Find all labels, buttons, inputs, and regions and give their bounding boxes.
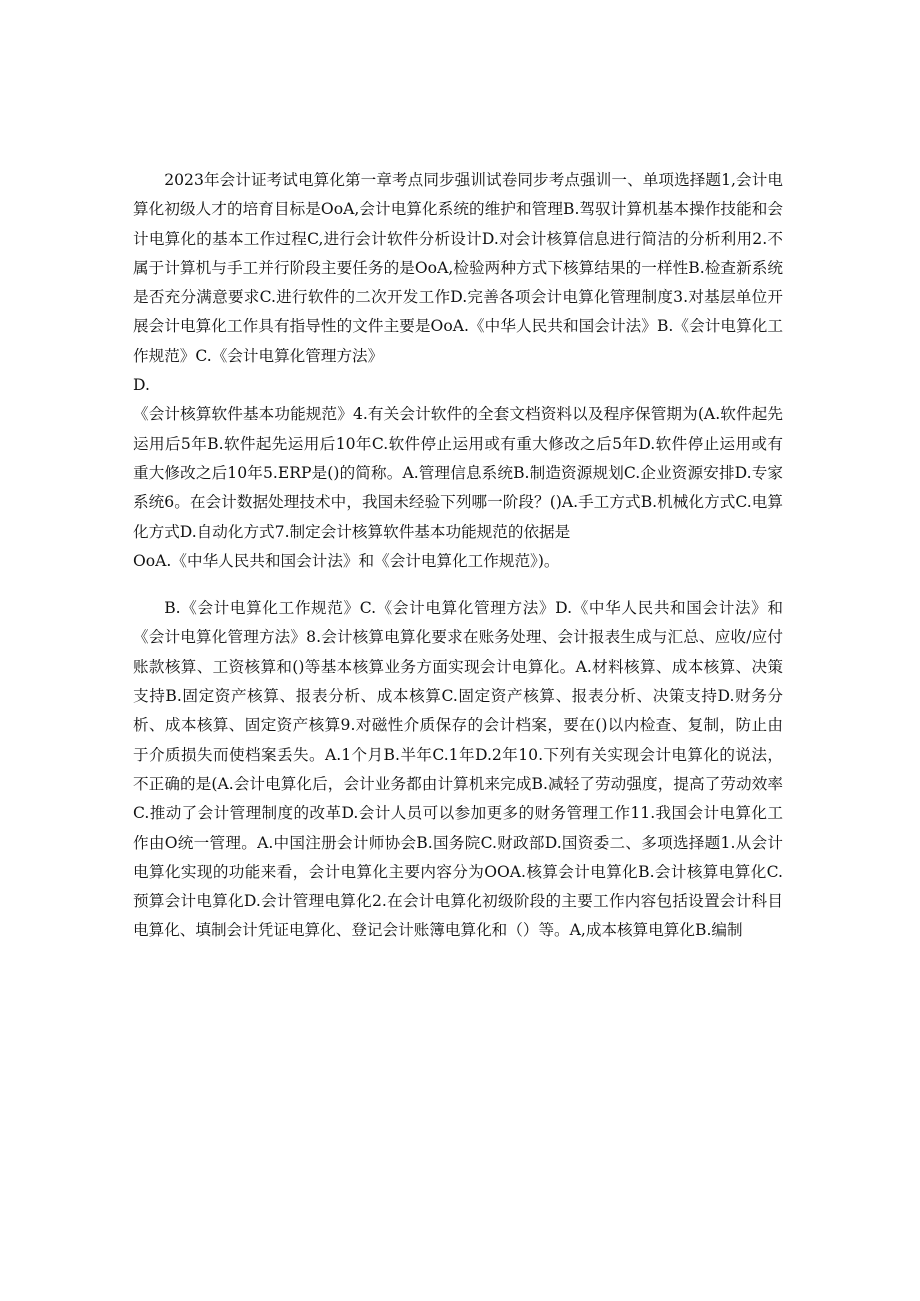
- paragraph-1-continuation: 《会计核算软件基本功能规范》4.有关会计软件的全套文档资料以及程序保管期为(A.软件起先运用后5年B.软件起先运用后10年C.软件停止运用或有重大修改之后5年D.软件停止运用或有重大修改之后10年5.ERP是()的简称。A.管理信息系统B.制造资源规划C.企业资源安排D.专家系统6。在会计数据处理技术中，我国未经验下列哪一阶段？()A.手工方式B.机械化方式C.电算化方式D.自动化方式7.制定会计核算软件基本功能规范的依据是: [133, 405, 783, 541]
- paragraph-gap: [133, 576, 783, 594]
- paragraph-1-continuation-d: D.: [133, 376, 150, 395]
- paragraph-2: B.《会计电算化工作规范》C.《会计电算化管理方法》D.《中华人民共和国会计法》和《会计电算化管理方法》8.会计核算电算化要求在账务处理、会计报表生成与汇总、应收/应付账款核算、工资核算和()等基本核算业务方面实现会计电算化。A.材料核算、成本核算、决策支持B.固定资产核算、报表分析、成本核算C.固定资产核算、报表分析、决策支持D.财务分析、成本核算、固定资产核算9.对磁性介质保存的会计档案，要在()以内检查、复制，防止由于介质损失而使档案丢失。A.1个月B.半年C.1年D.2年10.下列有关实现会计电算化的说法，不正确的是(A.会计电算化后，会计业务都由计算机来完成B.减轻了劳动强度，提高了劳动效率C.推动了会计管理制度的改革D.会计人员可以参加更多的财务管理工作11.我国会计电算化工作由O统一管理。A.中国注册会计师协会B.国务院C.财政部D.国资委二、多项选择题1.从会计电算化实现的功能来看，会计电算化主要内容分为OOA.核算会计电算化B.会计核算电算化C.预算会计电算化D.会计管理电算化2.在会计电算化初级阶段的主要工作内容包括设置会计科目电算化、填制会计凭证电算化、登记会计账簿电算化和（）等。A,成本核算电算化B.编制: [133, 599, 783, 940]
- paragraph-1: 2023年会计证考试电算化第一章考点同步强训试卷同步考点强训一、单项选择题1,会计电算化初级人才的培育目标是OoA,会计电算化系统的维护和管理B.驾驭计算机基本操作技能和会计电算化的基本工作过程C,进行会计软件分析设计D.对会计核算信息进行简洁的分析利用2.不属于计算机与手工并行阶段主要任务的是OoA,检验两种方式下核算结果的一样性B.检查新系统是否充分满意要求C.进行软件的二次开发工作D.完善各项会计电算化管理制度3.对基层单位开展会计电算化工作具有指导性的文件主要是OoA.《中华人民共和国会计法》B.《会计电算化工作规范》C.《会计电算化管理方法》: [133, 171, 783, 365]
- document-body: [133, 166, 783, 946]
- paragraph-1-final-line: OoA.《中华人民共和国会计法》和《会计电算化工作规范》)。: [133, 551, 560, 570]
